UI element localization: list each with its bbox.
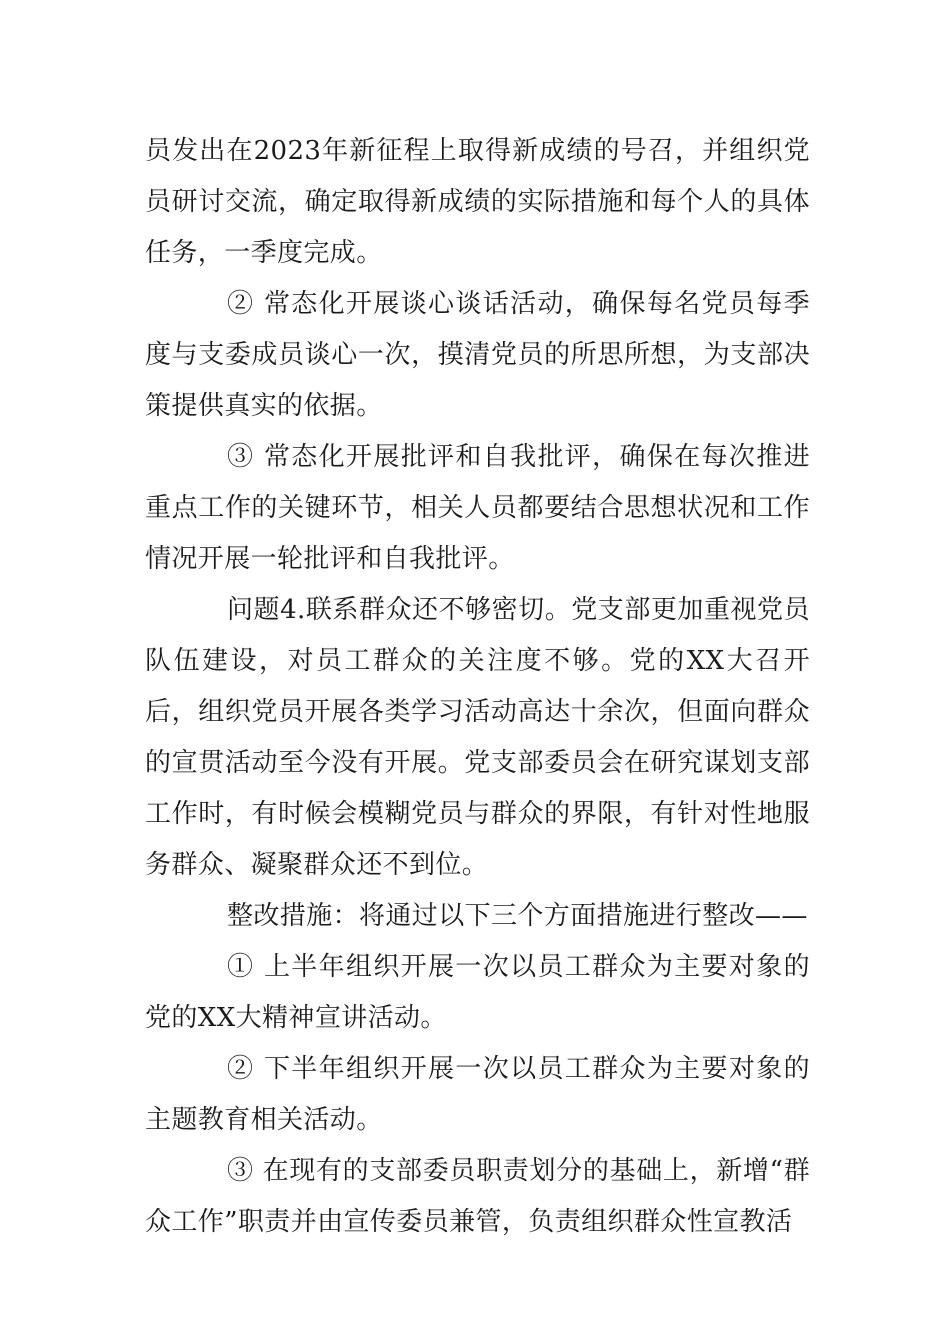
paragraph-7: ② 下半年组织开展一次以员工群众为主要对象的主题教育相关活动。 — [145, 1054, 810, 1135]
document-body — [145, 126, 810, 1248]
paragraph-6: ① 上半年组织开展一次以员工群众为主要对象的党的XX大精神宣讲活动。 — [145, 952, 810, 1033]
paragraph-8: ③ 在现有的支部委员职责划分的基础上，新增“群众工作”职责并由宣传委员兼管，负责组织群众性宣教活 — [145, 1156, 810, 1237]
paragraph-1: 员发出在2023年新征程上取得新成绩的号召，并组织党员研讨交流，确定取得新成绩的实际措施和每个人的具体任务，一季度完成。 — [145, 136, 810, 268]
paragraph-5: 整改措施：将通过以下三个方面措施进行整改—— — [227, 901, 808, 931]
paragraph-4: 问题4.联系群众还不够密切。党支部更加重视党员队伍建设，对员工群众的关注度不够。党的XX大召开后，组织党员开展各类学习活动高达十余次，但面向群众的宣贯活动至今没有开展。党支部委员会在研究谋划支部工作时，有时候会模糊党员与群众的界限，有针对性地服务群众、凝聚群众还不到位。 — [145, 595, 810, 880]
paragraph-3: ③ 常态化开展批评和自我批评，确保在每次推进重点工作的关键环节，相关人员都要结合思想状况和工作情况开展一轮批评和自我批评。 — [145, 442, 810, 574]
paragraph-2: ② 常态化开展谈心谈话活动，确保每名党员每季度与支委成员谈心一次，摸清党员的所思所想，为支部决策提供真实的依据。 — [145, 289, 810, 421]
